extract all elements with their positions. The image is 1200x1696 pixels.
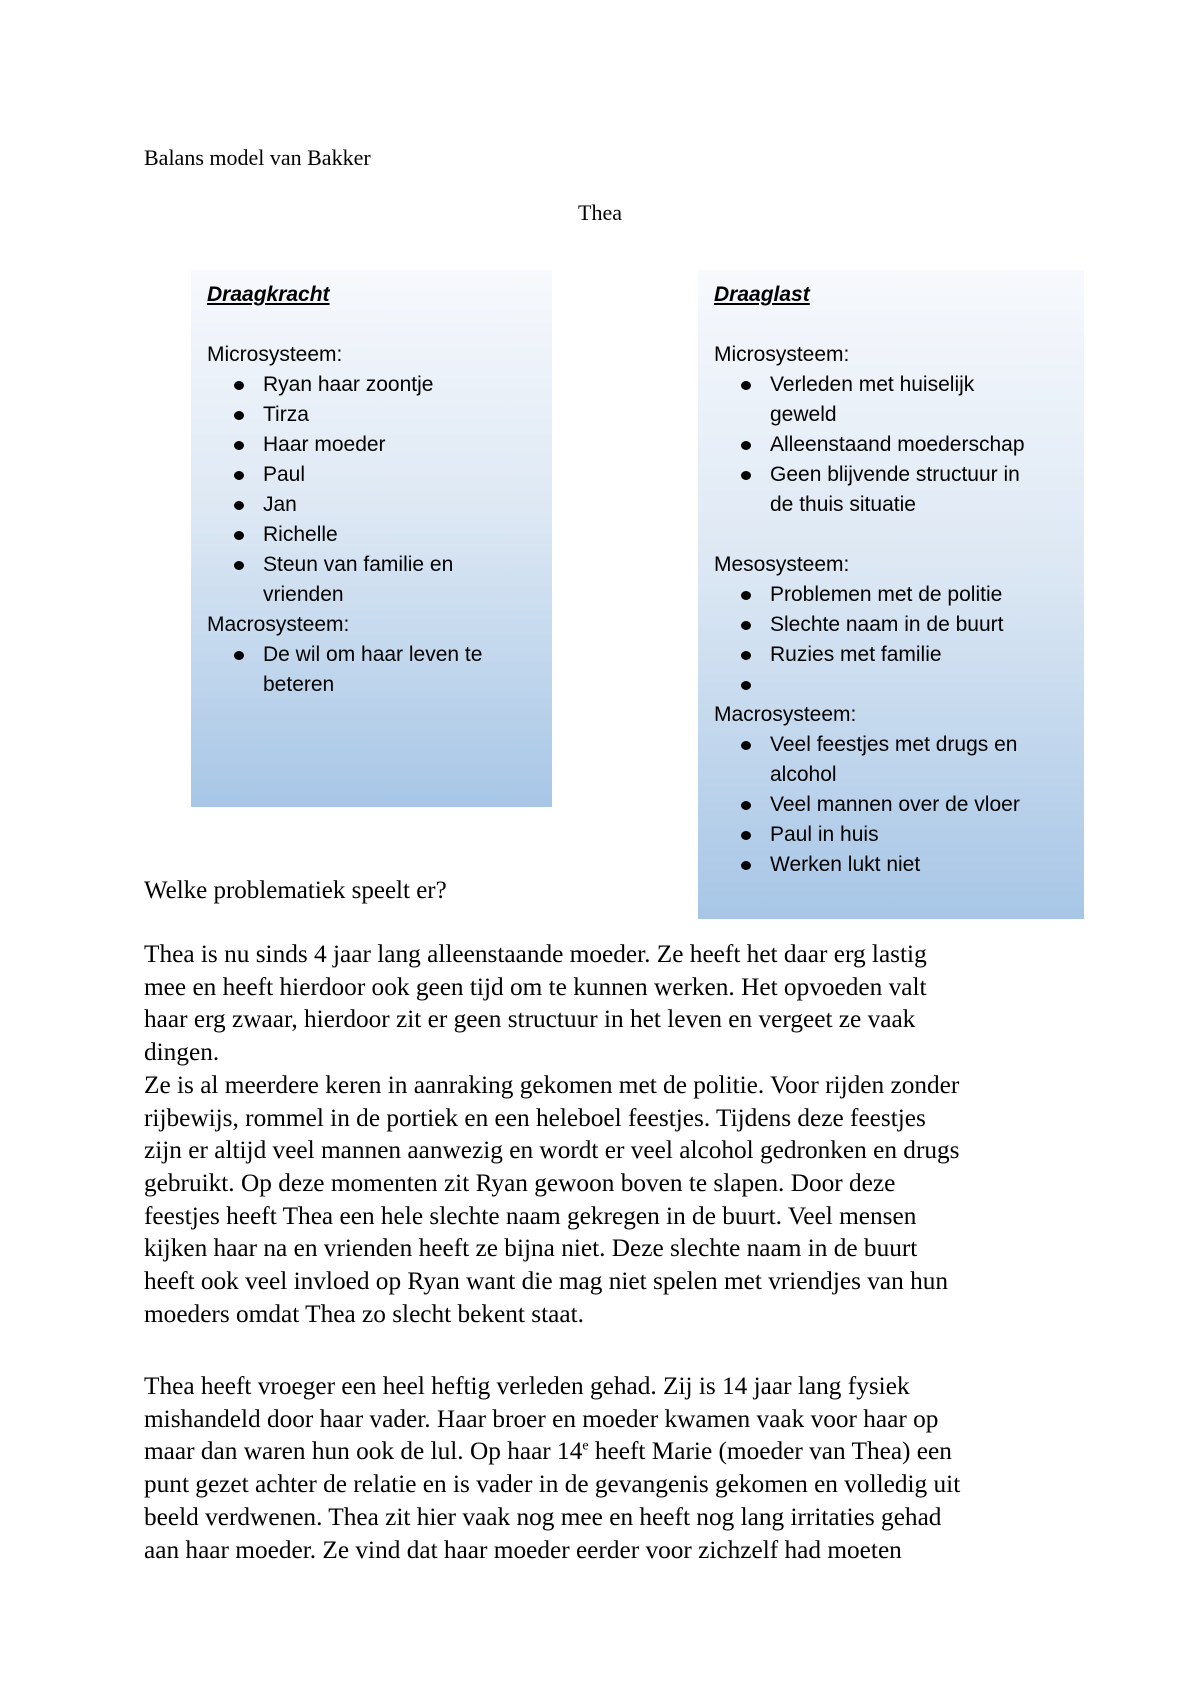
text-line: heeft ook veel invloed op Ryan want die mag niet spelen met vriendjes van hun [144,1267,949,1296]
spacer [714,310,1068,340]
draagkracht-macro-list [207,640,536,700]
text-line: rijbewijs, rommel in de portiek en een heleboel feestjes. Tijdens deze feestjes [144,1103,926,1132]
list-item: Tirza [263,400,536,430]
text-line: haar erg zwaar, hierdoor zit er geen structuur in het leven en vergeet ze vaak [144,1005,916,1034]
macrosysteem-label: Macrosysteem: [714,703,857,726]
text-line: punt gezet achter de relatie en is vader in de gevangenis gekomen en volledig uit [144,1470,961,1499]
draaglast-box [698,270,1084,919]
list-item: Veel feestjes met drugs en [770,730,1068,760]
draaglast-micro-list [714,370,1068,520]
list-item: Slechte naam in de buurt [770,610,1068,640]
text-line: mishandeld door haar vader. Haar broer en moeder kwamen vaak voor haar op [144,1404,939,1433]
draagkracht-box [191,270,552,807]
mesosysteem-label: Mesosysteem: [714,553,850,576]
list-item: Richelle [263,520,536,550]
draaglast-macro-list [714,730,1068,880]
list-item: Alleenstaand moederschap [770,430,1068,460]
list-item-empty [770,670,1068,700]
list-item: Ryan haar zoontje [263,370,536,400]
paragraph-2 [144,1370,1084,1566]
section-question: Welke problematiek speelt er? [144,877,447,904]
list-item: Veel mannen over de vloer [770,790,1068,820]
list-item: Verleden met huiselijk [770,370,1068,400]
list-item: Geen blijvende structuur in [770,460,1068,490]
list-item-continuation: beteren [263,673,335,696]
ordinal-superscript: e [582,1438,589,1454]
macrosysteem-label: Macrosysteem: [207,613,350,636]
list-item: Problemen met de politie [770,580,1068,610]
list-item-continuation: geweld [770,403,837,426]
text-segment: maar dan waren hun ook de lul. [144,1437,464,1466]
draagkracht-micro-list [207,370,536,610]
text-line: aan haar moeder. Ze vind dat haar moeder eerder voor zichzelf had moeten [144,1535,902,1564]
list-item: Paul in huis [770,820,1068,850]
list-item: Werken lukt niet [770,850,1068,880]
spacer [207,310,536,340]
text-line [144,1435,1084,1468]
text-segment: Op haar 14 [463,1437,583,1466]
person-name-heading: Thea [578,200,622,225]
list-item-continuation: vrienden [263,583,344,606]
document-title: Balans model van Bakker [144,145,371,170]
list-item: De wil om haar leven te [263,640,536,670]
list-item-continuation: de thuis situatie [770,493,916,516]
text-line: dingen. [144,1038,220,1067]
text-segment: heeft Marie (moeder van Thea) een [588,1437,952,1466]
text-line: feestjes heeft Thea een hele slechte naam gekregen in de buurt. Veel mensen [144,1201,917,1230]
list-item: Ruzies met familie [770,640,1068,670]
list-item: Haar moeder [263,430,536,460]
list-item-continuation: alcohol [770,763,837,786]
paragraph-1 [144,938,1084,1330]
text-line: Thea is nu sinds 4 jaar lang alleenstaande moeder. Ze heeft het daar erg lastig [144,940,927,968]
microsysteem-label: Microsysteem: [714,343,850,366]
text-line: gebruikt. Op deze momenten zit Ryan gewoon boven te slapen. Door deze [144,1168,896,1197]
spacer [714,520,1068,550]
text-line: mee en heeft hierdoor ook geen tijd om te kunnen werken. Het opvoeden valt [144,972,927,1001]
microsysteem-label: Microsysteem: [207,343,343,366]
list-item: Steun van familie en [263,550,536,580]
text-line: Ze is al meerdere keren in aanraking gekomen met de politie. Voor rijden zonder [144,1070,960,1099]
list-item: Jan [263,490,536,520]
text-line: beeld verdwenen. Thea zit hier vaak nog mee en heeft nog lang irritaties gehad [144,1502,942,1531]
text-line: zijn er altijd veel mannen aanwezig en wordt er veel alcohol gedronken en drugs [144,1136,960,1165]
draaglast-meso-list [714,580,1068,700]
text-line: kijken haar na en vrienden heeft ze bijna niet. Deze slechte naam in de buurt [144,1234,918,1263]
text-line: moeders omdat Thea zo slecht bekent staat. [144,1299,584,1328]
draaglast-heading: Draaglast [714,283,810,306]
draagkracht-heading: Draagkracht [207,283,330,306]
list-item: Paul [263,460,536,490]
text-line: Thea heeft vroeger een heel heftig verleden gehad. Zij is 14 jaar lang fysiek [144,1372,910,1400]
